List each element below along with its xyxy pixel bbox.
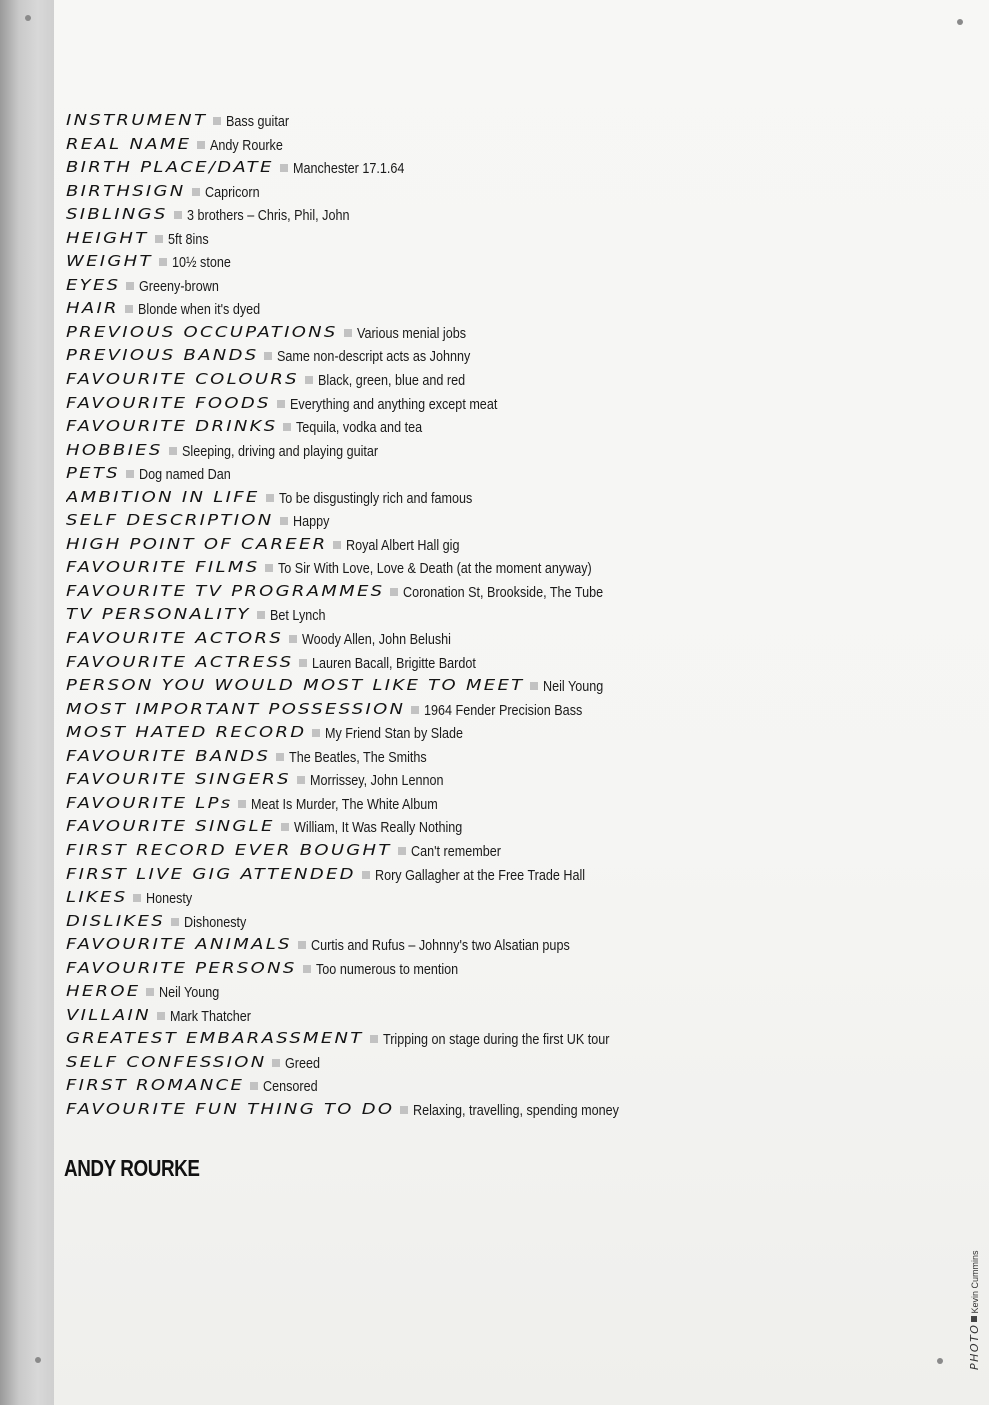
fact-row	[66, 1027, 946, 1051]
fact-value: Sleeping, driving and playing guitar	[181, 442, 378, 460]
fact-row	[66, 815, 946, 839]
fact-row	[66, 674, 946, 698]
separator-square	[303, 965, 311, 973]
separator-square	[146, 988, 154, 996]
separator-square	[530, 682, 538, 690]
fact-label: FAVOURITE SINGLE	[66, 818, 275, 836]
fact-value: Relaxing, travelling, spending money	[413, 1101, 620, 1119]
separator-square	[312, 729, 320, 737]
fact-label: DISLIKES	[66, 912, 165, 930]
fact-value: Royal Albert Hall gig	[346, 536, 460, 554]
fact-value: Greed	[285, 1054, 321, 1072]
separator-square	[276, 753, 284, 761]
staple-bottom-left	[35, 1357, 41, 1363]
fact-row	[66, 627, 946, 651]
fact-row	[66, 768, 946, 792]
fact-row	[66, 462, 946, 486]
fact-label: FAVOURITE FOODS	[66, 394, 271, 412]
fact-value: Greeny-brown	[139, 277, 220, 295]
fact-row	[66, 250, 946, 274]
separator-square	[171, 918, 179, 926]
fact-row	[66, 368, 946, 392]
fact-label: HOBBIES	[66, 441, 163, 459]
fact-value: Capricorn	[204, 183, 260, 201]
fact-value: Coronation St, Brookside, The Tube	[403, 583, 604, 601]
fact-row	[66, 180, 946, 204]
fact-row	[66, 509, 946, 533]
fact-list	[66, 109, 946, 1122]
fact-label: FAVOURITE SINGERS	[66, 771, 291, 789]
fact-row	[66, 957, 946, 981]
fact-value: Too numerous to mention	[315, 960, 458, 978]
fact-row	[66, 156, 946, 180]
separator-square	[299, 659, 307, 667]
fact-value: 3 brothers – Chris, Phil, John	[186, 207, 350, 225]
fact-row	[66, 227, 946, 251]
fact-value: Tripping on stage during the first UK tour	[382, 1031, 610, 1049]
fact-label: FAVOURITE LPs	[66, 794, 233, 813]
fact-label: FAVOURITE BANDS	[66, 747, 271, 765]
separator-square	[125, 305, 133, 313]
fact-label: SIBLINGS	[66, 206, 168, 224]
separator-square	[362, 871, 370, 879]
fact-label: FIRST ROMANCE	[66, 1077, 245, 1095]
fact-value: Black, green, blue and red	[317, 372, 465, 390]
fact-label: GREATEST EMBARASSMENT	[66, 1030, 364, 1048]
fact-label: LIKES	[66, 888, 128, 907]
fact-row	[66, 1098, 946, 1122]
separator-square	[280, 164, 288, 172]
separator-square	[272, 1059, 280, 1067]
fact-label: AMBITION IN LIFE	[66, 488, 260, 506]
fact-value: Lauren Bacall, Brigitte Bardot	[312, 654, 477, 672]
fact-label: PERSON YOU WOULD MOST LIKE TO MEET	[66, 677, 525, 695]
fact-label: EYES	[66, 276, 121, 294]
separator-square	[133, 894, 141, 902]
fact-value: My Friend Stan by Slade	[325, 725, 464, 743]
fact-value: Bet Lynch	[269, 607, 326, 625]
fact-value: Tequila, vodka and tea	[296, 419, 423, 437]
fact-row	[66, 133, 946, 157]
fact-row	[66, 721, 946, 745]
separator-square	[333, 541, 341, 549]
fact-value: Dog named Dan	[138, 466, 231, 484]
fact-label: FAVOURITE COLOURS	[66, 370, 299, 389]
separator-square	[298, 941, 306, 949]
fact-value: 5ft 8ins	[167, 230, 209, 248]
fact-row	[66, 863, 946, 887]
fact-row	[66, 603, 946, 627]
fact-row	[66, 486, 946, 510]
separator-square	[197, 141, 205, 149]
fact-row	[66, 533, 946, 557]
separator-square	[213, 117, 221, 125]
fact-label: HEIGHT	[66, 229, 149, 247]
fact-label: MOST IMPORTANT POSSESSION	[66, 700, 406, 718]
fact-label: FAVOURITE ANIMALS	[66, 936, 292, 954]
fact-label: SELF CONFESSION	[66, 1053, 267, 1072]
fact-row	[66, 910, 946, 934]
name-heading: ANDY ROURKE	[64, 1155, 200, 1181]
fact-label: TV PERSONALITY	[66, 606, 251, 624]
fact-row	[66, 297, 946, 321]
separator-square	[283, 423, 291, 431]
separator-square	[297, 776, 305, 784]
separator-square	[390, 588, 398, 596]
fact-value: Woody Allen, John Belushi	[302, 631, 452, 649]
fact-row	[66, 698, 946, 722]
fact-row	[66, 439, 946, 463]
separator-square	[411, 706, 419, 714]
separator-square	[398, 847, 406, 855]
fact-value: To be disgustingly rich and famous	[278, 489, 472, 507]
fact-label: BIRTHSIGN	[66, 182, 186, 200]
fact-value: Various menial jobs	[356, 324, 466, 342]
fact-label: HAIR	[66, 300, 119, 318]
separator-square	[238, 800, 246, 808]
fact-value: Manchester 17.1.64	[292, 160, 405, 178]
separator-square	[264, 352, 272, 360]
fact-value: Everything and anything except meat	[289, 395, 498, 413]
fact-value: Neil Young	[159, 984, 220, 1002]
fact-value: Happy	[292, 513, 329, 531]
fact-label: MOST HATED RECORD	[66, 724, 307, 742]
fact-label: REAL NAME	[66, 135, 192, 153]
fact-value: Neil Young	[543, 678, 604, 696]
fact-label: FIRST RECORD EVER BOUGHT	[66, 841, 392, 860]
fact-row	[66, 344, 946, 368]
fact-row	[66, 415, 946, 439]
separator-square	[277, 400, 285, 408]
fact-value: William, It Was Really Nothing	[293, 819, 462, 837]
fact-value: Honesty	[146, 890, 193, 908]
fact-row	[66, 745, 946, 769]
separator-square	[174, 211, 182, 219]
fact-row	[66, 1074, 946, 1098]
separator-square	[192, 188, 200, 196]
fact-row	[66, 203, 946, 227]
fact-value: Same non-descript acts as Johnny	[277, 348, 471, 366]
fact-value: Censored	[263, 1078, 318, 1096]
photo-credit-name: Kevin Cummins	[970, 1250, 980, 1314]
fact-value: Can't remember	[410, 842, 501, 860]
fact-label: PETS	[66, 465, 120, 483]
fact-value: Dishonesty	[183, 913, 247, 931]
separator-square	[157, 1012, 165, 1020]
separator-square	[370, 1035, 378, 1043]
fact-label: VILLAIN	[66, 1006, 151, 1024]
fact-label: FAVOURITE ACTORS	[66, 629, 284, 648]
fact-label: FAVOURITE PERSONS	[66, 959, 297, 977]
fact-value: Andy Rourke	[210, 136, 284, 154]
credit-separator	[971, 1316, 977, 1322]
fact-row	[66, 1004, 946, 1028]
fact-label: HIGH POINT OF CAREER	[66, 535, 328, 554]
fact-label: HEROE	[66, 983, 141, 1001]
fact-row	[66, 792, 946, 816]
fact-row	[66, 556, 946, 580]
separator-square	[266, 494, 274, 502]
fact-label: WEIGHT	[66, 253, 153, 271]
separator-square	[169, 447, 177, 455]
fact-row	[66, 392, 946, 416]
fact-row	[66, 274, 946, 298]
fact-label: FIRST LIVE GIG ATTENDED	[66, 865, 356, 883]
separator-square	[344, 329, 352, 337]
photo-credit-label: PHOTO	[968, 1323, 981, 1370]
fact-row	[66, 933, 946, 957]
fact-label: PREVIOUS BANDS	[66, 347, 259, 365]
separator-square	[126, 470, 134, 478]
separator-square	[400, 1106, 408, 1114]
fact-label: SELF DESCRIPTION	[66, 512, 274, 530]
separator-square	[281, 823, 289, 831]
fact-value: 10½ stone	[171, 254, 231, 272]
separator-square	[126, 282, 134, 290]
staple-top-left	[25, 15, 31, 21]
staple-bottom-right	[937, 1358, 943, 1364]
separator-square	[155, 235, 163, 243]
fact-row	[66, 980, 946, 1004]
separator-square	[159, 258, 167, 266]
fact-label: FAVOURITE FUN THING TO DO	[66, 1100, 395, 1119]
separator-square	[289, 635, 297, 643]
fact-label: PREVIOUS OCCUPATIONS	[66, 323, 338, 342]
fact-row	[66, 580, 946, 604]
staple-top-right	[957, 19, 963, 25]
fact-label: INSTRUMENT	[66, 111, 208, 130]
fact-row	[66, 321, 946, 345]
fact-label: FAVOURITE FILMS	[66, 559, 260, 577]
separator-square	[257, 611, 265, 619]
photo-credit	[968, 1251, 981, 1370]
fact-row	[66, 1051, 946, 1075]
separator-square	[305, 376, 313, 384]
fact-value: Blonde when it's dyed	[137, 301, 261, 319]
fact-label: FAVOURITE TV PROGRAMMES	[66, 582, 385, 601]
separator-square	[250, 1082, 258, 1090]
fact-row	[66, 839, 946, 863]
separator-square	[265, 564, 273, 572]
fact-value: Curtis and Rufus – Johnny's two Alsatian pups	[310, 937, 570, 955]
separator-square	[280, 517, 288, 525]
fact-value: The Beatles, The Smiths	[289, 748, 427, 766]
fact-label: FAVOURITE ACTRESS	[66, 653, 294, 671]
fact-value: Mark Thatcher	[169, 1007, 251, 1025]
fact-value: Bass guitar	[226, 113, 290, 130]
fact-label: FAVOURITE DRINKS	[66, 418, 278, 436]
fact-value: Meat Is Murder, The White Album	[251, 795, 439, 813]
fact-value: Rory Gallagher at the Free Trade Hall	[374, 866, 585, 884]
fact-value: Morrissey, John Lennon	[309, 772, 444, 790]
fact-row	[66, 651, 946, 675]
fact-label: BIRTH PLACE/DATE	[66, 159, 274, 177]
fact-row	[66, 886, 946, 910]
fact-value: 1964 Fender Precision Bass	[424, 701, 583, 719]
binding-spine	[0, 0, 54, 1405]
fact-value: To Sir With Love, Love & Death (at the moment anyway)	[278, 560, 593, 578]
fact-row	[66, 109, 946, 133]
